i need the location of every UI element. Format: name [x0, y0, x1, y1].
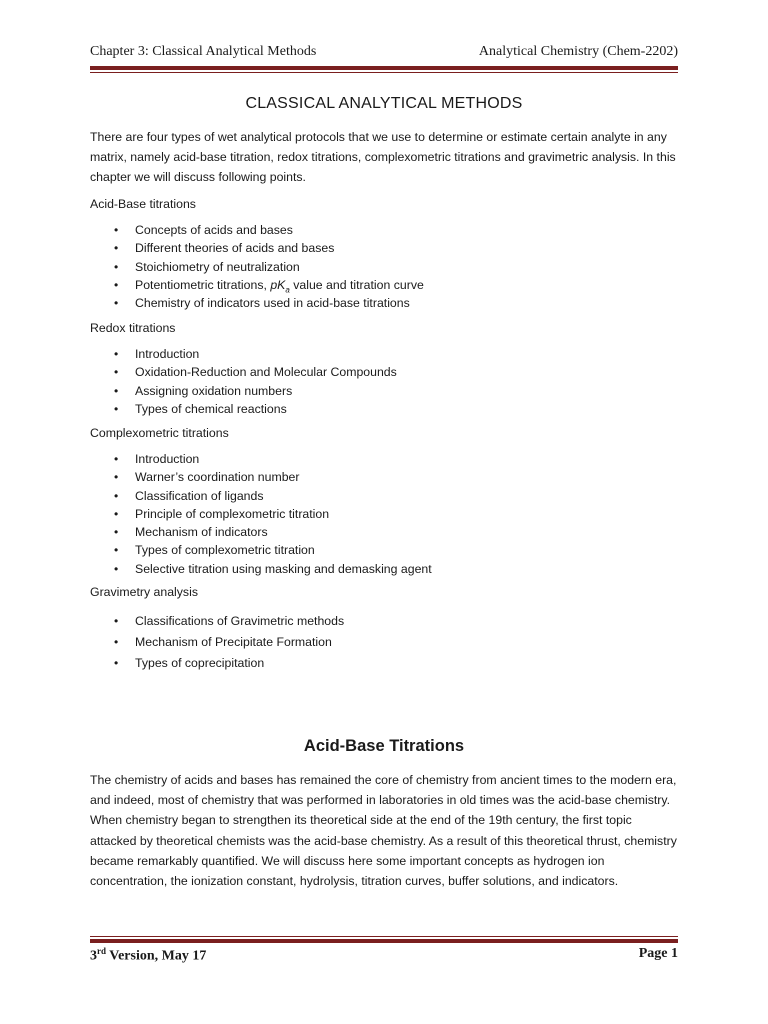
bullet-icon: •: [114, 383, 119, 398]
bullet-icon: •: [114, 614, 119, 628]
page-header: [90, 44, 678, 64]
list-item: [114, 363, 678, 381]
list-item-text: Different theories of acids and bases: [135, 241, 335, 256]
list-item: [114, 505, 678, 523]
list-item-text: Mechanism of Precipitate Formation: [135, 635, 332, 649]
list-item: [114, 633, 678, 654]
section-label: Acid-Base titrations: [90, 197, 196, 211]
bullet-list: [114, 450, 678, 578]
list-item: [114, 239, 678, 257]
version-number: 3: [90, 948, 97, 964]
list-item: [114, 654, 678, 675]
bullet-icon: •: [114, 561, 119, 576]
section-gravimetry: [90, 584, 678, 670]
list-item-text: Types of coprecipitation: [135, 656, 265, 670]
page-title: CLASSICAL ANALYTICAL METHODS: [245, 95, 523, 112]
bullet-icon: •: [114, 401, 119, 416]
section-label: Gravimetry analysis: [90, 585, 198, 599]
bullet-icon: •: [114, 365, 119, 380]
bullet-icon: •: [114, 277, 119, 292]
body-paragraph: The chemistry of acids and bases has remained the core of chemistry from ancient times to the modern era, and indeed, most of chemistry that was performed in laboratories in old times was the acid-base chemistry. When chemistry began to strengthen its theoretical side at the end of the 19th century, the first topic attacked by theoretical chemists was the acid-base chemistry. As a result of this theoretical thrust, chemistry became remarkably quantified. We will discuss here some important concepts as hydrogen ion concentration, the ionization constant, hydrolysis, titration curves, buffer solutions, and indicators.: [90, 773, 677, 889]
list-item-text: Chemistry of indicators used in acid-base titrations: [135, 296, 410, 311]
page-number: Page 1: [638, 946, 678, 961]
list-item-text: Potentiometric titrations, $pK_a$ value and titration curve: [135, 277, 424, 295]
page-footer: [90, 946, 678, 966]
list-item-text: Stoichiometry of neutralization: [135, 259, 300, 274]
list-item-text: Concepts of acids and bases: [135, 223, 293, 237]
bullet-icon: •: [114, 259, 119, 274]
bullet-icon: •: [114, 635, 119, 649]
list-item-text: Types of chemical reactions: [135, 401, 287, 416]
footer-version: [90, 946, 206, 965]
list-item-text: Mechanism of indicators: [135, 525, 268, 540]
list-item-text: Oxidation-Reduction and Molecular Compounds: [135, 365, 397, 380]
section-redox: [90, 320, 678, 416]
list-item: [114, 523, 678, 541]
list-item: [114, 294, 678, 312]
section-acid-base: [90, 196, 678, 311]
footer-rule-thick: [90, 939, 678, 943]
list-item-text: Classifications of Gravimetric methods: [135, 614, 345, 628]
bullet-icon: •: [114, 656, 119, 670]
bullet-list: [114, 221, 678, 312]
bullet-list: [114, 345, 678, 418]
section-complexometric: [90, 425, 678, 576]
list-item: [114, 468, 678, 486]
bullet-icon: •: [114, 223, 119, 237]
list-item: [114, 221, 678, 239]
bullet-icon: •: [114, 470, 119, 485]
list-item: [114, 541, 678, 559]
list-item-text: Introduction: [135, 347, 200, 361]
list-item: [114, 382, 678, 400]
list-item-text: Principle of complexometric titration: [135, 506, 330, 521]
bullet-icon: •: [114, 452, 119, 466]
list-item: [114, 276, 678, 294]
section-label: Redox titrations: [90, 321, 176, 335]
intro-paragraph: There are four types of wet analytical protocols that we use to determine or estimate certain analyte in any matrix, namely acid-base titration, redox titrations, complexometric titrations and gravimetric analysis. In this chapter we will discuss following points.: [90, 130, 676, 184]
list-item-text: Introduction: [135, 452, 200, 466]
header-rule-thick: [90, 66, 678, 70]
bullet-icon: •: [114, 296, 119, 311]
bullet-list: [114, 612, 678, 675]
list-item: [114, 560, 678, 578]
section-heading: Acid-Base Titrations: [303, 737, 465, 755]
list-item-text: Types of complexometric titration: [135, 543, 315, 558]
header-course: Analytical Chemistry (Chem-2202): [478, 44, 678, 59]
section-label: Complexometric titrations: [90, 426, 229, 440]
header-chapter: Chapter 3: Classical Analytical Methods: [90, 44, 317, 59]
list-item: [114, 400, 678, 418]
footer-rule-thin: [90, 936, 678, 937]
bullet-icon: •: [114, 543, 119, 558]
bullet-icon: •: [114, 488, 119, 503]
list-item: [114, 450, 678, 468]
list-item-text: Selective titration using masking and demasking agent: [135, 561, 432, 576]
list-item: [114, 487, 678, 505]
version-date: Version, May 17: [106, 948, 207, 964]
list-item-text: Assigning oxidation numbers: [135, 383, 293, 398]
list-item: [114, 345, 678, 363]
list-item-text: Warner’s coordination number: [135, 470, 300, 485]
list-item-text: Classification of ligands: [135, 488, 264, 503]
version-ordinal: rd: [97, 946, 106, 956]
bullet-icon: •: [114, 241, 119, 256]
bullet-icon: •: [114, 525, 119, 540]
header-rule-thin: [90, 72, 678, 73]
list-item: [114, 258, 678, 276]
bullet-icon: •: [114, 506, 119, 521]
bullet-icon: •: [114, 347, 119, 361]
list-item: [114, 612, 678, 633]
